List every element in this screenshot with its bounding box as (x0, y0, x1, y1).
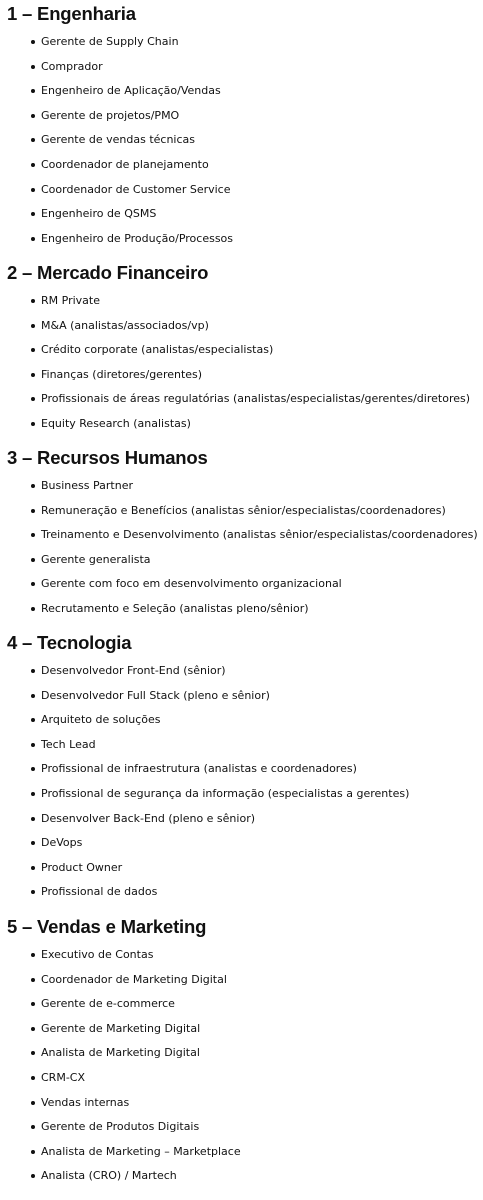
list-item-text: Profissional de infraestrutura (analistas e coordenadores) (41, 762, 357, 776)
list-item (0, 289, 470, 314)
bullet-icon (31, 65, 35, 69)
list-item (0, 992, 241, 1017)
bullet-icon (31, 1051, 35, 1055)
list-item-text: Crédito corporate (analistas/especialistas) (41, 343, 274, 357)
list-item-text: Product Owner (41, 860, 123, 874)
list-item-text: Coordenador de Marketing Digital (41, 972, 227, 986)
list-item-text: Analista de Marketing – Marketplace (41, 1144, 241, 1158)
list-item (0, 880, 409, 905)
list-item (0, 1066, 241, 1091)
list-item (0, 807, 409, 832)
list-item-text: Profissional de segurança da informação (especialistas a gerentes) (41, 786, 410, 800)
list-item (0, 79, 233, 104)
list-item (0, 55, 233, 80)
list-item-text: Tech Lead (41, 737, 96, 751)
bullet-icon (31, 1125, 35, 1129)
bullet-icon (31, 1174, 35, 1178)
bullet-icon (31, 533, 35, 537)
list-item-text: Coordenador de planejamento (41, 157, 209, 171)
list-item (0, 363, 470, 388)
bullet-icon (31, 1027, 35, 1031)
list-item (0, 597, 478, 622)
list-item-text: Engenheiro de Aplicação/Vendas (41, 84, 221, 98)
bullet-icon (31, 743, 35, 747)
bullet-icon (31, 669, 35, 673)
list-item (0, 314, 470, 339)
bullet-icon (31, 1150, 35, 1154)
list-item (0, 128, 233, 153)
list-item-text: DeVops (41, 836, 83, 850)
bullet-icon (31, 373, 35, 377)
list-item (0, 499, 478, 524)
list-item-text: Remuneração e Benefícios (analistas sênior/especialistas/coordenadores) (41, 503, 446, 517)
section-tecnologia (0, 633, 409, 905)
list-item (0, 1017, 241, 1042)
list-item (0, 572, 478, 597)
bullet-icon (31, 582, 35, 586)
bullet-icon (31, 841, 35, 845)
bullet-icon (31, 1101, 35, 1105)
section-item-list (0, 659, 409, 905)
list-item (0, 1091, 241, 1116)
bullet-icon (31, 397, 35, 401)
list-item (0, 856, 409, 881)
bullet-icon (31, 1076, 35, 1080)
section-title: 2 – Mercado Financeiro (7, 262, 209, 283)
bullet-icon (31, 188, 35, 192)
list-item (0, 782, 409, 807)
list-item (0, 1164, 241, 1189)
list-item-text: Vendas internas (41, 1095, 130, 1109)
list-item-text: Gerente de e-commerce (41, 997, 175, 1011)
bullet-icon (31, 114, 35, 118)
bullet-icon (31, 237, 35, 241)
list-item-text: Gerente de projetos/PMO (41, 108, 180, 122)
bullet-icon (31, 718, 35, 722)
list-item (0, 684, 409, 709)
list-item (0, 153, 233, 178)
list-item-text: Executivo de Contas (41, 948, 154, 961)
list-item-text: Gerente generalista (41, 552, 151, 566)
list-item (0, 227, 233, 252)
bullet-icon (31, 953, 35, 957)
bullet-icon (31, 348, 35, 352)
list-item (0, 1140, 241, 1165)
section-item-list (0, 30, 233, 251)
bullet-icon (31, 484, 35, 488)
list-item (0, 943, 241, 968)
list-item-text: Profissionais de áreas regulatórias (analistas/especialistas/gerentes/diretores) (41, 392, 471, 406)
list-item-text: Arquiteto de soluções (41, 713, 161, 727)
list-item (0, 387, 470, 412)
bullet-icon (31, 509, 35, 513)
list-item (0, 523, 478, 548)
list-item-text: Gerente de Supply Chain (41, 35, 179, 48)
list-item-text: Business Partner (41, 479, 133, 492)
section-title: 4 – Tecnologia (7, 632, 132, 653)
list-item-text: Gerente com foco em desenvolvimento organizacional (41, 577, 342, 591)
bullet-icon (31, 40, 35, 44)
list-item (0, 757, 409, 782)
section-title: 5 – Vendas e Marketing (7, 916, 207, 937)
list-item-text: Analista (CRO) / Martech (41, 1169, 177, 1183)
section-item-list (0, 474, 478, 622)
bullet-icon (31, 792, 35, 796)
bullet-icon (31, 299, 35, 303)
list-item-text: Engenheiro de QSMS (41, 207, 157, 221)
bullet-icon (31, 422, 35, 426)
bullet-icon (31, 212, 35, 216)
list-item-text: Gerente de Produtos Digitais (41, 1120, 200, 1134)
list-item-text: Gerente de Marketing Digital (41, 1021, 201, 1035)
list-item-text: Treinamento e Desenvolvimento (analistas sênior/especialistas/coordenadores) (41, 528, 478, 542)
list-item (0, 1041, 241, 1066)
section-title: 3 – Recursos Humanos (7, 447, 208, 468)
list-item-text: Desenvolvedor Front-End (sênior) (41, 664, 226, 677)
bullet-icon (31, 163, 35, 167)
list-item-text: CRM-CX (41, 1070, 85, 1084)
list-item (0, 202, 233, 227)
list-item-text: Finanças (diretores/gerentes) (41, 367, 203, 381)
list-item (0, 708, 409, 733)
list-item (0, 338, 470, 363)
list-item-text: Equity Research (analistas) (41, 416, 191, 430)
section-engenharia (0, 4, 233, 251)
list-item-text: M&A (analistas/associados/vp) (41, 318, 209, 332)
section-recursos-humanos (0, 448, 478, 622)
list-item (0, 548, 478, 573)
bullet-icon (31, 866, 35, 870)
bullet-icon (31, 978, 35, 982)
bullet-icon (31, 607, 35, 611)
bullet-icon (31, 694, 35, 698)
list-item-text: Gerente de vendas técnicas (41, 133, 196, 147)
list-item (0, 659, 409, 684)
bullet-icon (31, 89, 35, 93)
bullet-icon (31, 817, 35, 821)
list-item-text: Desenvolver Back-End (pleno e sênior) (41, 811, 256, 825)
list-item (0, 178, 233, 203)
list-item (0, 733, 409, 758)
section-item-list (0, 943, 241, 1189)
list-item-text: Profissional de dados (41, 885, 158, 899)
bullet-icon (31, 890, 35, 894)
list-item (0, 30, 233, 55)
list-item-text: Desenvolvedor Full Stack (pleno e sênior) (41, 688, 270, 702)
list-item-text: Engenheiro de Produção/Processos (41, 231, 234, 245)
section-item-list (0, 289, 470, 437)
section-vendas-e-marketing (0, 917, 241, 1189)
list-item (0, 474, 478, 499)
list-item-text: Coordenador de Customer Service (41, 182, 231, 196)
bullet-icon (31, 767, 35, 771)
section-title: 1 – Engenharia (7, 3, 136, 24)
bullet-icon (31, 558, 35, 562)
list-item-text: Comprador (41, 59, 103, 73)
section-mercado-financeiro (0, 263, 470, 437)
bullet-icon (31, 138, 35, 142)
bullet-icon (31, 1002, 35, 1006)
list-item (0, 831, 409, 856)
list-item (0, 412, 470, 437)
list-item (0, 968, 241, 993)
list-item-text: RM Private (41, 294, 100, 307)
list-item-text: Analista de Marketing Digital (41, 1046, 200, 1060)
list-item-text: Recrutamento e Seleção (analistas pleno/sênior) (41, 601, 309, 615)
bullet-icon (31, 324, 35, 328)
list-item (0, 104, 233, 129)
list-item (0, 1115, 241, 1140)
